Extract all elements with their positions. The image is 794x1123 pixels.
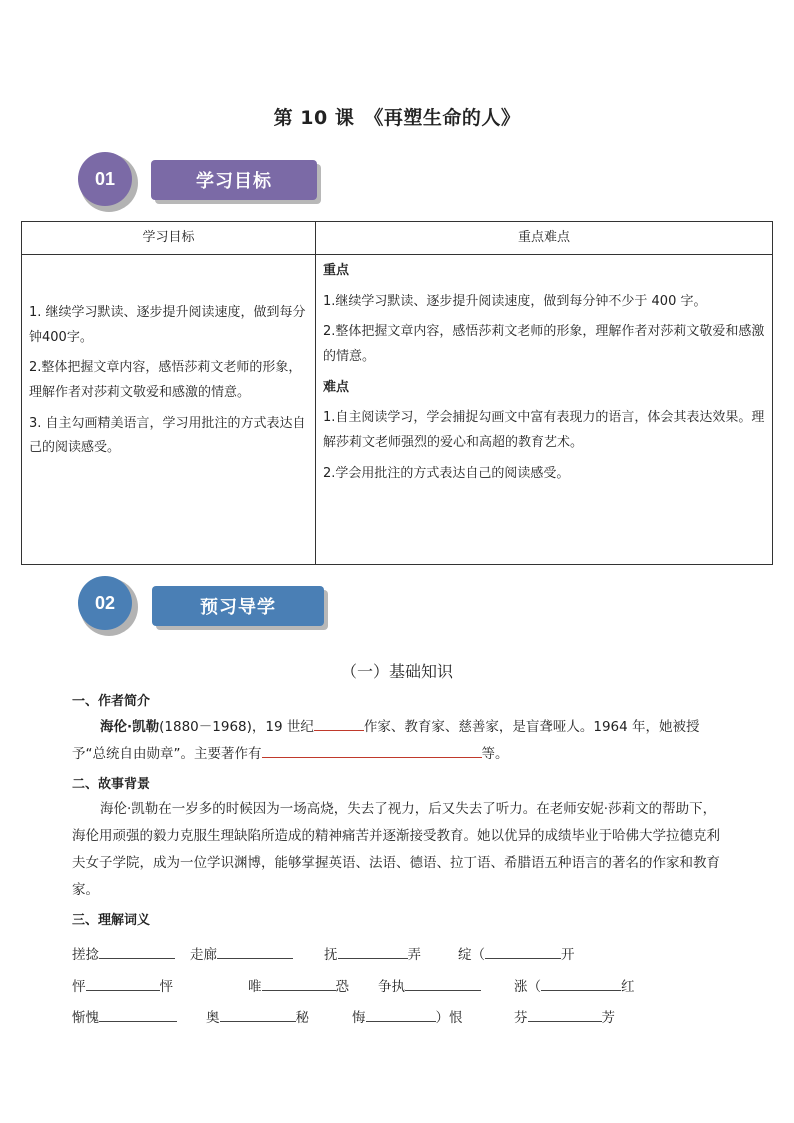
author-text: (1880－1968)，19 世纪 — [159, 719, 314, 735]
vocab-item: 唯 恐 — [248, 974, 349, 995]
background-paragraph: 海伦·凯勒在一岁多的时候因为一场高烧，失去了视力，后又失去了听力。在老师安妮·莎莉文的帮助下，海伦用顽强的毅力克服生理缺陷所造成的精神痛苦并逐渐接受教育。她以优异的成绩毕业于哈佛大学拉德克利夫女子学院，成为一位学识渊博，能够掌握英语、法语、德语、拉丁语、希腊语五种语言的著名的作家和教育家。 — [72, 801, 720, 898]
fill-blank[interactable] — [220, 1005, 296, 1022]
background-heading: 二、故事背景 — [72, 777, 151, 792]
author-text: 作家、教育家、慈善家，是盲聋哑人。1964 年，她被授予“总统自由勋章”。主要著作有 — [72, 719, 700, 762]
key-item: 2.整体把握文章内容，感悟莎莉文老师的形象，理解作者对莎莉文敬爱和感激的情意。 — [323, 324, 765, 365]
difficult-item: 1.自主阅读学习，学会捕捉勾画文中富有表现力的语言，体会其表达效果。理解莎莉文老师强烈的爱心和高超的教育艺术。 — [323, 410, 765, 451]
fill-blank[interactable] — [99, 1005, 177, 1022]
vocab-item: 奥 秘 — [206, 1005, 309, 1026]
section-label-02: 预习导学 — [152, 586, 324, 626]
goal-item: 2.整体把握文章内容，感悟莎莉文老师的形象，理解作者对莎莉文敬爱和感激的情意。 — [29, 360, 302, 401]
vocab-item: 搓捻 — [72, 942, 175, 963]
section-number: 02 — [78, 576, 132, 630]
section-badge-02 — [78, 576, 148, 638]
vocab-heading: 三、理解词义 — [72, 913, 151, 928]
fill-blank[interactable] — [314, 714, 364, 731]
vocab-item: 芬 芳 — [514, 1005, 615, 1026]
fill-blank[interactable] — [338, 942, 408, 959]
author-text: 等。 — [481, 746, 509, 762]
section-label-01: 学习目标 — [151, 160, 317, 200]
fill-blank[interactable] — [485, 942, 561, 959]
goals-table — [21, 221, 773, 565]
page-title: 第 10 课 《再塑生命的人》 — [273, 107, 521, 129]
vocab-item: 怦 怦 — [72, 974, 173, 995]
difficult-item: 2.学会用批注的方式表达自己的阅读感受。 — [323, 465, 570, 481]
difficult-label: 难点 — [323, 379, 350, 395]
fill-blank[interactable] — [217, 942, 293, 959]
key-points-cell — [316, 255, 773, 565]
fill-blank[interactable] — [541, 974, 621, 991]
section-badge-01 — [78, 152, 148, 214]
vocab-item: 悔 ）恨 — [352, 1005, 463, 1026]
basic-knowledge-heading: （一）基础知识 — [340, 662, 453, 681]
author-paragraph — [72, 714, 724, 768]
table-header-goals: 学习目标 — [22, 222, 316, 255]
fill-blank[interactable] — [262, 974, 336, 991]
author-name: 海伦·凯勒 — [100, 719, 160, 735]
fill-blank[interactable] — [262, 741, 482, 758]
vocab-item: 走廊 — [190, 942, 293, 963]
vocab-item: 抚 弄 — [324, 942, 421, 963]
fill-blank[interactable] — [86, 974, 160, 991]
fill-blank[interactable] — [99, 942, 175, 959]
author-heading: 一、作者简介 — [72, 694, 151, 709]
vocab-item: 惭愧 — [72, 1005, 177, 1026]
fill-blank[interactable] — [366, 1005, 436, 1022]
key-label: 重点 — [323, 263, 350, 278]
goals-cell — [22, 255, 316, 565]
vocab-item: 绽（ 开 — [458, 942, 575, 963]
vocab-item: 涨（ 红 — [514, 974, 635, 995]
goal-item: 1. 继续学习默读、逐步提升阅读速度，做到每分钟400字。 — [29, 305, 306, 345]
table-header-key-points: 重点难点 — [316, 222, 773, 255]
fill-blank[interactable] — [405, 974, 481, 991]
goal-item: 3. 自主勾画精美语言，学习用批注的方式表达自己的阅读感受。 — [29, 415, 306, 456]
vocab-item: 争执 — [378, 974, 481, 995]
key-item: 1.继续学习默读、逐步提升阅读速度，做到每分钟不少于 400 字。 — [323, 293, 707, 309]
fill-blank[interactable] — [528, 1005, 602, 1022]
section-number: 01 — [78, 152, 132, 206]
